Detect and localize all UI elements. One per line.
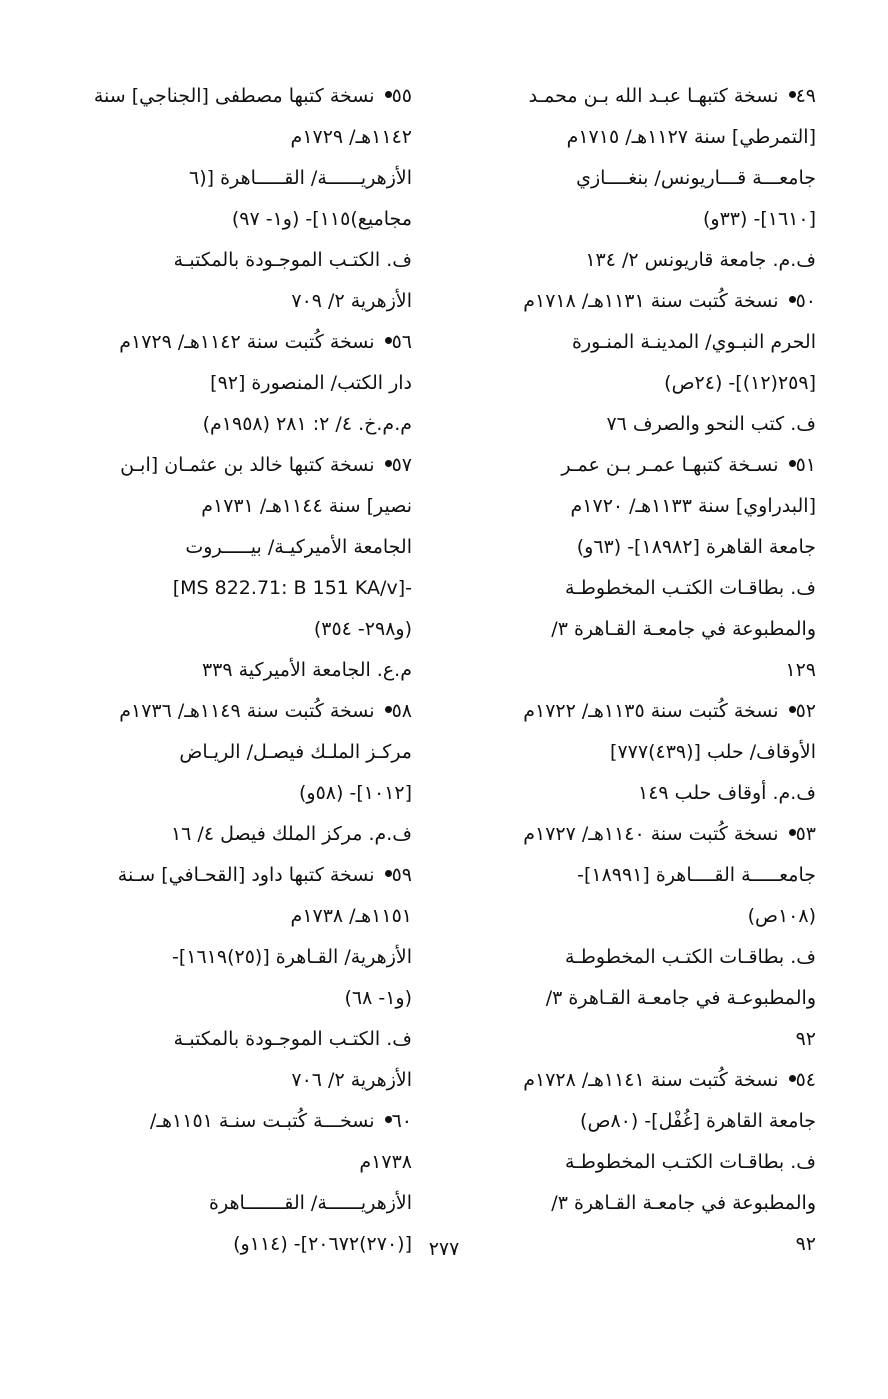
entry-number: ٥٥	[391, 85, 412, 107]
entry-line: (و١- ٦٨)	[344, 987, 412, 1009]
entry-text: نسخة كُتبت سنة ١١٤٩هـ/ ١٧٣٦م	[119, 700, 375, 722]
entry-line: مركـز الملـك فيصـل/ الريـاض	[179, 741, 412, 763]
entry-number: ٥٢	[795, 700, 816, 722]
entry-line: نصير] سنة ١١٤٤هـ/ ١٧٣١م	[201, 495, 412, 517]
entry-58	[64, 693, 412, 857]
entry-line: ف. بطاقـات الكتـب المخطوطـة	[565, 946, 816, 968]
left-column	[64, 78, 412, 1267]
bullet-icon	[789, 460, 796, 467]
right-column	[468, 78, 816, 1267]
entry-50	[468, 283, 816, 447]
entry-text: نسخة كتبها خالد بن عثمـان [ابـن	[120, 454, 375, 476]
entry-number: ٥٩	[391, 864, 412, 886]
bullet-icon	[789, 296, 796, 303]
entry-line: ف. الكتـب الموجـودة بالمكتبـة	[173, 1028, 412, 1050]
entry-line: ٩٢	[795, 1233, 816, 1255]
bullet-icon	[385, 460, 392, 467]
entry-text: نسخة كتبها داود [القحـافي] سـنة	[117, 864, 375, 886]
entry-number: ٤٩	[795, 85, 816, 107]
entry-number: ٥٦	[391, 331, 412, 353]
entry-line: ١١٥١هـ/ ١٧٣٨م	[290, 905, 412, 927]
entry-number: ٥٤	[795, 1069, 816, 1091]
entry-line: الأوقاف/ حلب [(٤٣٩)٧٧٧]	[610, 741, 816, 763]
entry-line: جامعة القاهرة [غُفْل]- (٨٠ص)	[580, 1110, 816, 1132]
entry-number: ٥٧	[391, 454, 412, 476]
entry-line: الأزهريــــــة/ القـــــــاهرة	[209, 1192, 412, 1214]
entry-first-line	[64, 324, 412, 365]
entry-line: ف.م. مركز الملك فيصل ٤/ ١٦	[170, 823, 412, 845]
entry-line: [(٢٧٠)٢٠٦٧٢]- (١١٤و)	[233, 1233, 412, 1255]
entry-first-line	[64, 1103, 412, 1144]
bullet-icon	[385, 706, 392, 713]
entry-line: [١٠١٢]- (٥٨و)	[299, 782, 412, 804]
entry-line: والمطبوعة في جامعـة القـاهرة ٣/	[551, 618, 816, 640]
entry-line: [١٦١٠]- (٣٣و)	[703, 208, 816, 230]
entry-line: [٢٥٩(١٢)]- (٢٤ص)	[664, 372, 816, 394]
entry-51	[468, 447, 816, 693]
entry-line: ١٢٩	[785, 659, 816, 681]
entry-line: الأزهرية ٢/ ٧٠٦	[291, 1069, 412, 1091]
bullet-icon	[789, 706, 796, 713]
entry-text: نسخة كُتبت سنة ١١٤١هـ/ ١٧٢٨م	[523, 1069, 779, 1091]
entry-line: الجامعة الأميركيـة/ بيـــــروت	[185, 536, 412, 558]
entry-56	[64, 324, 412, 447]
entry-first-line	[468, 1062, 816, 1103]
entry-text: نسخة كُتبت سنة ١١٤٠هـ/ ١٧٢٧م	[523, 823, 779, 845]
entry-line: ٩٢	[795, 1028, 816, 1050]
entry-line: (و٢٩٨- ٣٥٤)	[313, 618, 412, 640]
entry-line: م.ع. الجامعة الأميركية ٣٣٩	[201, 659, 412, 681]
entry-line: جامعة القاهرة [١٨٩٨٢]- (٦٣و)	[576, 536, 816, 558]
entry-line: جامعـــــة القــــاهرة [١٨٩٩١]-	[577, 864, 816, 886]
entry-text: نسخة كتبهـا عبـد الله بـن محمـد	[528, 85, 779, 107]
entry-number: ٥١	[795, 454, 816, 476]
entry-line: ف. الكتـب الموجـودة بالمكتبـة	[173, 249, 412, 271]
entry-line: والمطبوعة في جامعـة القـاهرة ٣/	[551, 1192, 816, 1214]
entry-first-line	[64, 693, 412, 734]
entry-line: الأزهرية/ القـاهرة [(٢٥)١٦١٩]-	[171, 946, 412, 968]
entry-number: ٦٠	[391, 1110, 412, 1132]
entry-line: [التمرطي] سنة ١١٢٧هـ/ ١٧١٥م	[566, 126, 816, 148]
entry-line: مجاميع)١١٥]- (و١- ٩٧)	[231, 208, 412, 230]
entry-line: الحرم النبـوي/ المدينـة المنـورة	[572, 331, 816, 353]
entry-line: الأزهريــــــة/ القـــــاهرة [(٦	[189, 167, 412, 189]
entry-text: نسخة كُتبت سنة ١١٣١هـ/ ١٧١٨م	[523, 290, 779, 312]
entry-first-line	[468, 693, 816, 734]
entry-number: ٥٣	[795, 823, 816, 845]
entry-line: جامعـــة قـــاريونس/ بنغــــازي	[576, 167, 816, 189]
entry-52	[468, 693, 816, 816]
page-number: ٢٧٧	[428, 1238, 460, 1260]
entry-line: [البدراوي] سنة ١١٣٣هـ/ ١٧٢٠م	[570, 495, 816, 517]
entry-55	[64, 78, 412, 324]
entry-line: ف. كتب النحو والصرف ٧٦	[606, 413, 816, 435]
entry-first-line	[64, 857, 412, 898]
entry-number: ٥٨	[391, 700, 412, 722]
bullet-icon	[385, 870, 392, 877]
entry-text: نسخة كُتبت سنة ١١٣٥هـ/ ١٧٢٢م	[523, 700, 779, 722]
entry-line: ف.م. أوقاف حلب ١٤٩	[638, 782, 816, 804]
entry-first-line	[468, 283, 816, 324]
entry-57	[64, 447, 412, 693]
entry-first-line	[64, 78, 412, 119]
entry-line: -[MS 822.71: B 151 KA/v]	[172, 577, 412, 599]
entry-line: ف. بطاقـات الكتـب المخطوطـة	[565, 577, 816, 599]
entry-line: ١١٤٢هـ/ ١٧٢٩م	[290, 126, 412, 148]
entry-line: ف.م. جامعة قاريونس ٢/ ١٣٤	[585, 249, 816, 271]
entry-line: ١٧٣٨م	[359, 1151, 412, 1173]
bullet-icon	[789, 1075, 796, 1082]
entry-54	[468, 1062, 816, 1267]
entry-line: والمطبوعـة في جامعـة القـاهرة ٣/	[545, 987, 816, 1009]
entry-text: نسـخة كتبهـا عمـر بـن عمـر	[561, 454, 779, 476]
entry-first-line	[468, 447, 816, 488]
entry-first-line	[64, 447, 412, 488]
bullet-icon	[789, 829, 796, 836]
bullet-icon	[385, 1116, 392, 1123]
entry-line: (١٠٨ص)	[747, 905, 816, 927]
entry-line: دار الكتب/ المنصورة [٩٢]	[210, 372, 412, 394]
entry-53	[468, 816, 816, 1062]
entry-text: نسخـــة كُتبـت سنـة ١١٥١هـ/	[150, 1110, 375, 1132]
entry-number: ٥٠	[795, 290, 816, 312]
entry-line: ف. بطاقـات الكتـب المخطوطـة	[565, 1151, 816, 1173]
entry-first-line	[468, 78, 816, 119]
bullet-icon	[385, 337, 392, 344]
entry-text: نسخة كُتبت سنة ١١٤٢هـ/ ١٧٢٩م	[119, 331, 375, 353]
entry-line: م.م.خ. ٤/ ٢: ٢٨١ (١٩٥٨م)	[202, 413, 412, 435]
entry-first-line	[468, 816, 816, 857]
entry-line: الأزهرية ٢/ ٧٠٩	[291, 290, 412, 312]
bullet-icon	[789, 91, 796, 98]
entry-text: نسخة كتبها مصطفى [الجناجي] سنة	[93, 85, 375, 107]
bullet-icon	[385, 91, 392, 98]
entry-49	[468, 78, 816, 283]
entry-59	[64, 857, 412, 1103]
